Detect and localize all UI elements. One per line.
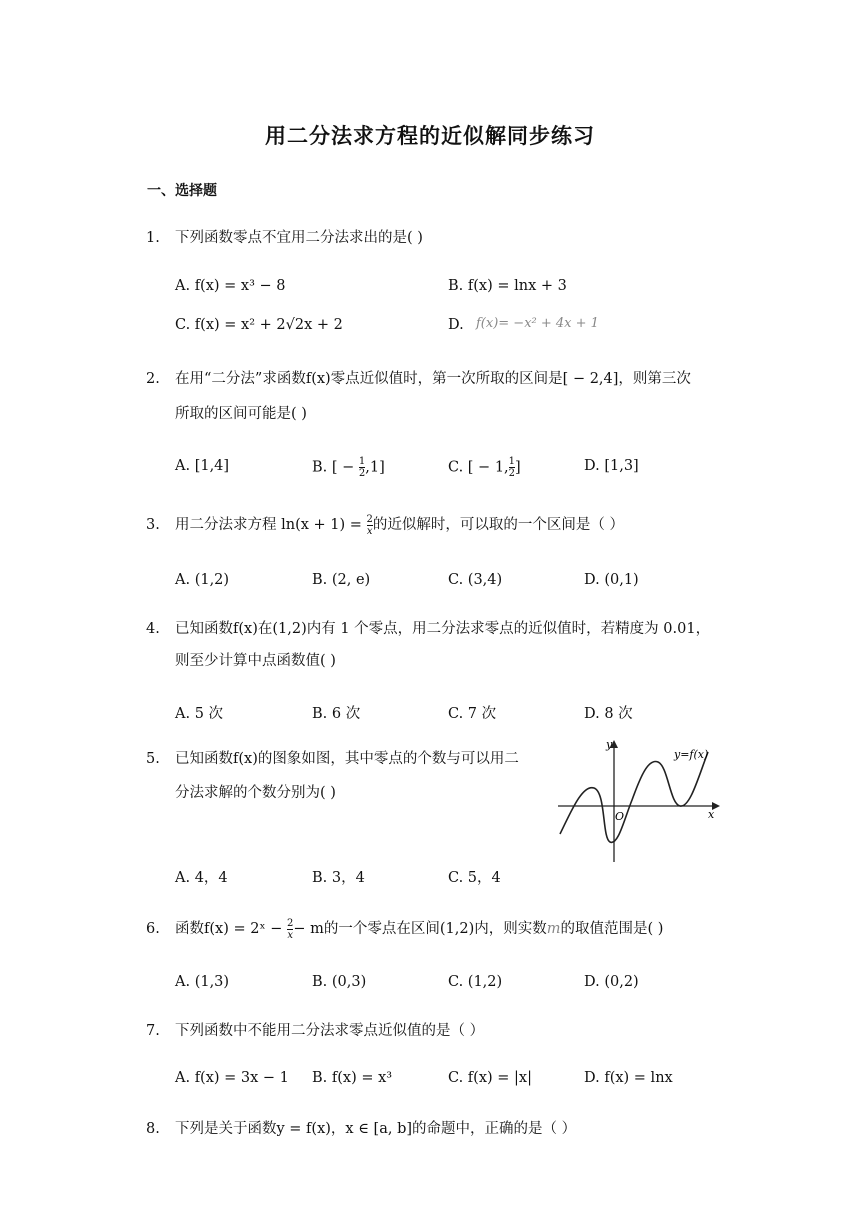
option-d: D. 8 次: [584, 706, 633, 722]
option-c: C. f(x) = |x|: [448, 1070, 532, 1086]
option-a: A. 4，4: [175, 870, 228, 886]
stem-post: 的取值范围是( ): [560, 921, 664, 937]
option-b-prefix: B. [ −: [312, 459, 355, 476]
stem-mid: − m的一个零点在区间(1,2)内，则实数: [293, 921, 547, 937]
option-a: A. (1,3): [175, 974, 230, 990]
question-number: 2.: [146, 371, 160, 387]
option-a: A. (1,2): [175, 572, 230, 588]
option-d: D.: [448, 317, 464, 333]
question-stem: 下列是关于函数y = f(x)，x ∈ [a, b]的命题中，正确的是（ ）: [175, 1121, 577, 1137]
stem-pre: 用二分法求方程 ln(x + 1) =: [175, 517, 362, 533]
fraction-den: x: [366, 525, 373, 537]
question-stem-line1: 在用“二分法”求函数f(x)零点近似值时，第一次所取的区间是[ − 2,4]，则第三次: [175, 371, 691, 387]
option-d: D. (0,2): [584, 974, 639, 990]
section-heading: 一、选择题: [147, 183, 217, 199]
option-b: B. f(x) = lnx + 3: [448, 278, 567, 294]
question-stem: 下列函数中不能用二分法求零点近似值的是（ ）: [175, 1023, 485, 1039]
question-number: 8.: [146, 1121, 160, 1137]
option-a: A. f(x) = x³ − 8: [175, 278, 286, 294]
origin-label: O: [615, 810, 625, 823]
x-axis-label: x: [708, 808, 715, 821]
fraction-num: 2: [286, 917, 294, 929]
question-number: 4.: [146, 621, 160, 637]
option-b: B. 6 次: [312, 706, 361, 722]
option-a: A. 5 次: [175, 706, 224, 722]
stem-m: m: [546, 921, 561, 937]
fraction-num: 2: [366, 513, 373, 525]
question-number: 7.: [146, 1023, 160, 1039]
fraction-num: 1: [508, 456, 516, 467]
stem-post: 的近似解时，可以取的一个区间是（ ）: [372, 517, 625, 533]
question-number: 5.: [146, 751, 160, 767]
stem-pre: 函数f(x) = 2ˣ −: [175, 921, 283, 937]
function-curve: [560, 752, 708, 842]
question-number: 3.: [146, 517, 160, 533]
option-c-suffix: ]: [515, 459, 521, 476]
option-c: C. f(x) = x² + 2√2x + 2: [175, 317, 343, 333]
question-number: 6.: [146, 921, 160, 937]
fraction-den: x: [287, 929, 293, 941]
question-stem-line2: 分法求解的个数分别为( ): [175, 785, 336, 801]
option-b: B. f(x) = x³: [312, 1070, 393, 1086]
fraction-num: 1: [358, 456, 366, 467]
option-d: D. [1,3]: [584, 458, 639, 474]
curve-label: y=f(x): [674, 748, 709, 761]
question-stem: [175, 913, 720, 946]
option-b: B. (2, e): [312, 572, 371, 588]
option-c: C. 5，4: [448, 870, 501, 886]
question-stem: [175, 509, 720, 542]
option-a: A. f(x) = 3x − 1: [175, 1070, 289, 1086]
page-title: 用二分法求方程的近似解同步练习: [265, 124, 595, 148]
option-d: D. f(x) = lnx: [584, 1070, 673, 1086]
option-b: B. 3，4: [312, 870, 365, 886]
question-number: 1.: [146, 230, 160, 246]
question-stem-line2: 则至少计算中点函数值( ): [175, 653, 336, 669]
option-a: A. [1,4]: [175, 458, 230, 474]
option-b-suffix: ,1]: [365, 459, 385, 476]
question-stem-line1: 已知函数f(x)在(1,2)内有 1 个零点，用二分法求零点的近似值时，若精度为 0.01，: [175, 621, 711, 637]
option-c: C. (1,2): [448, 974, 503, 990]
fraction-den: 2: [358, 468, 366, 479]
y-axis-label: y: [606, 738, 613, 751]
option-c-prefix: C. [ − 1,: [448, 459, 509, 476]
option-c: C. 7 次: [448, 706, 497, 722]
question-stem-line2: 所取的区间可能是( ): [175, 406, 307, 422]
function-graph: [552, 736, 722, 866]
question-stem-line1: 已知函数f(x)的图象如图，其中零点的个数与可以用二: [175, 751, 519, 767]
question-stem: 下列函数零点不宜用二分法求出的是( ): [175, 230, 423, 246]
option-d: D. (0,1): [584, 572, 639, 588]
option-b: [312, 456, 385, 479]
option-c: [448, 456, 521, 479]
option-c: C. (3,4): [448, 572, 503, 588]
option-b: B. (0,3): [312, 974, 367, 990]
option-d-formula: f(x)= −x² + 4x + 1: [476, 316, 599, 331]
fraction-den: 2: [508, 468, 516, 479]
